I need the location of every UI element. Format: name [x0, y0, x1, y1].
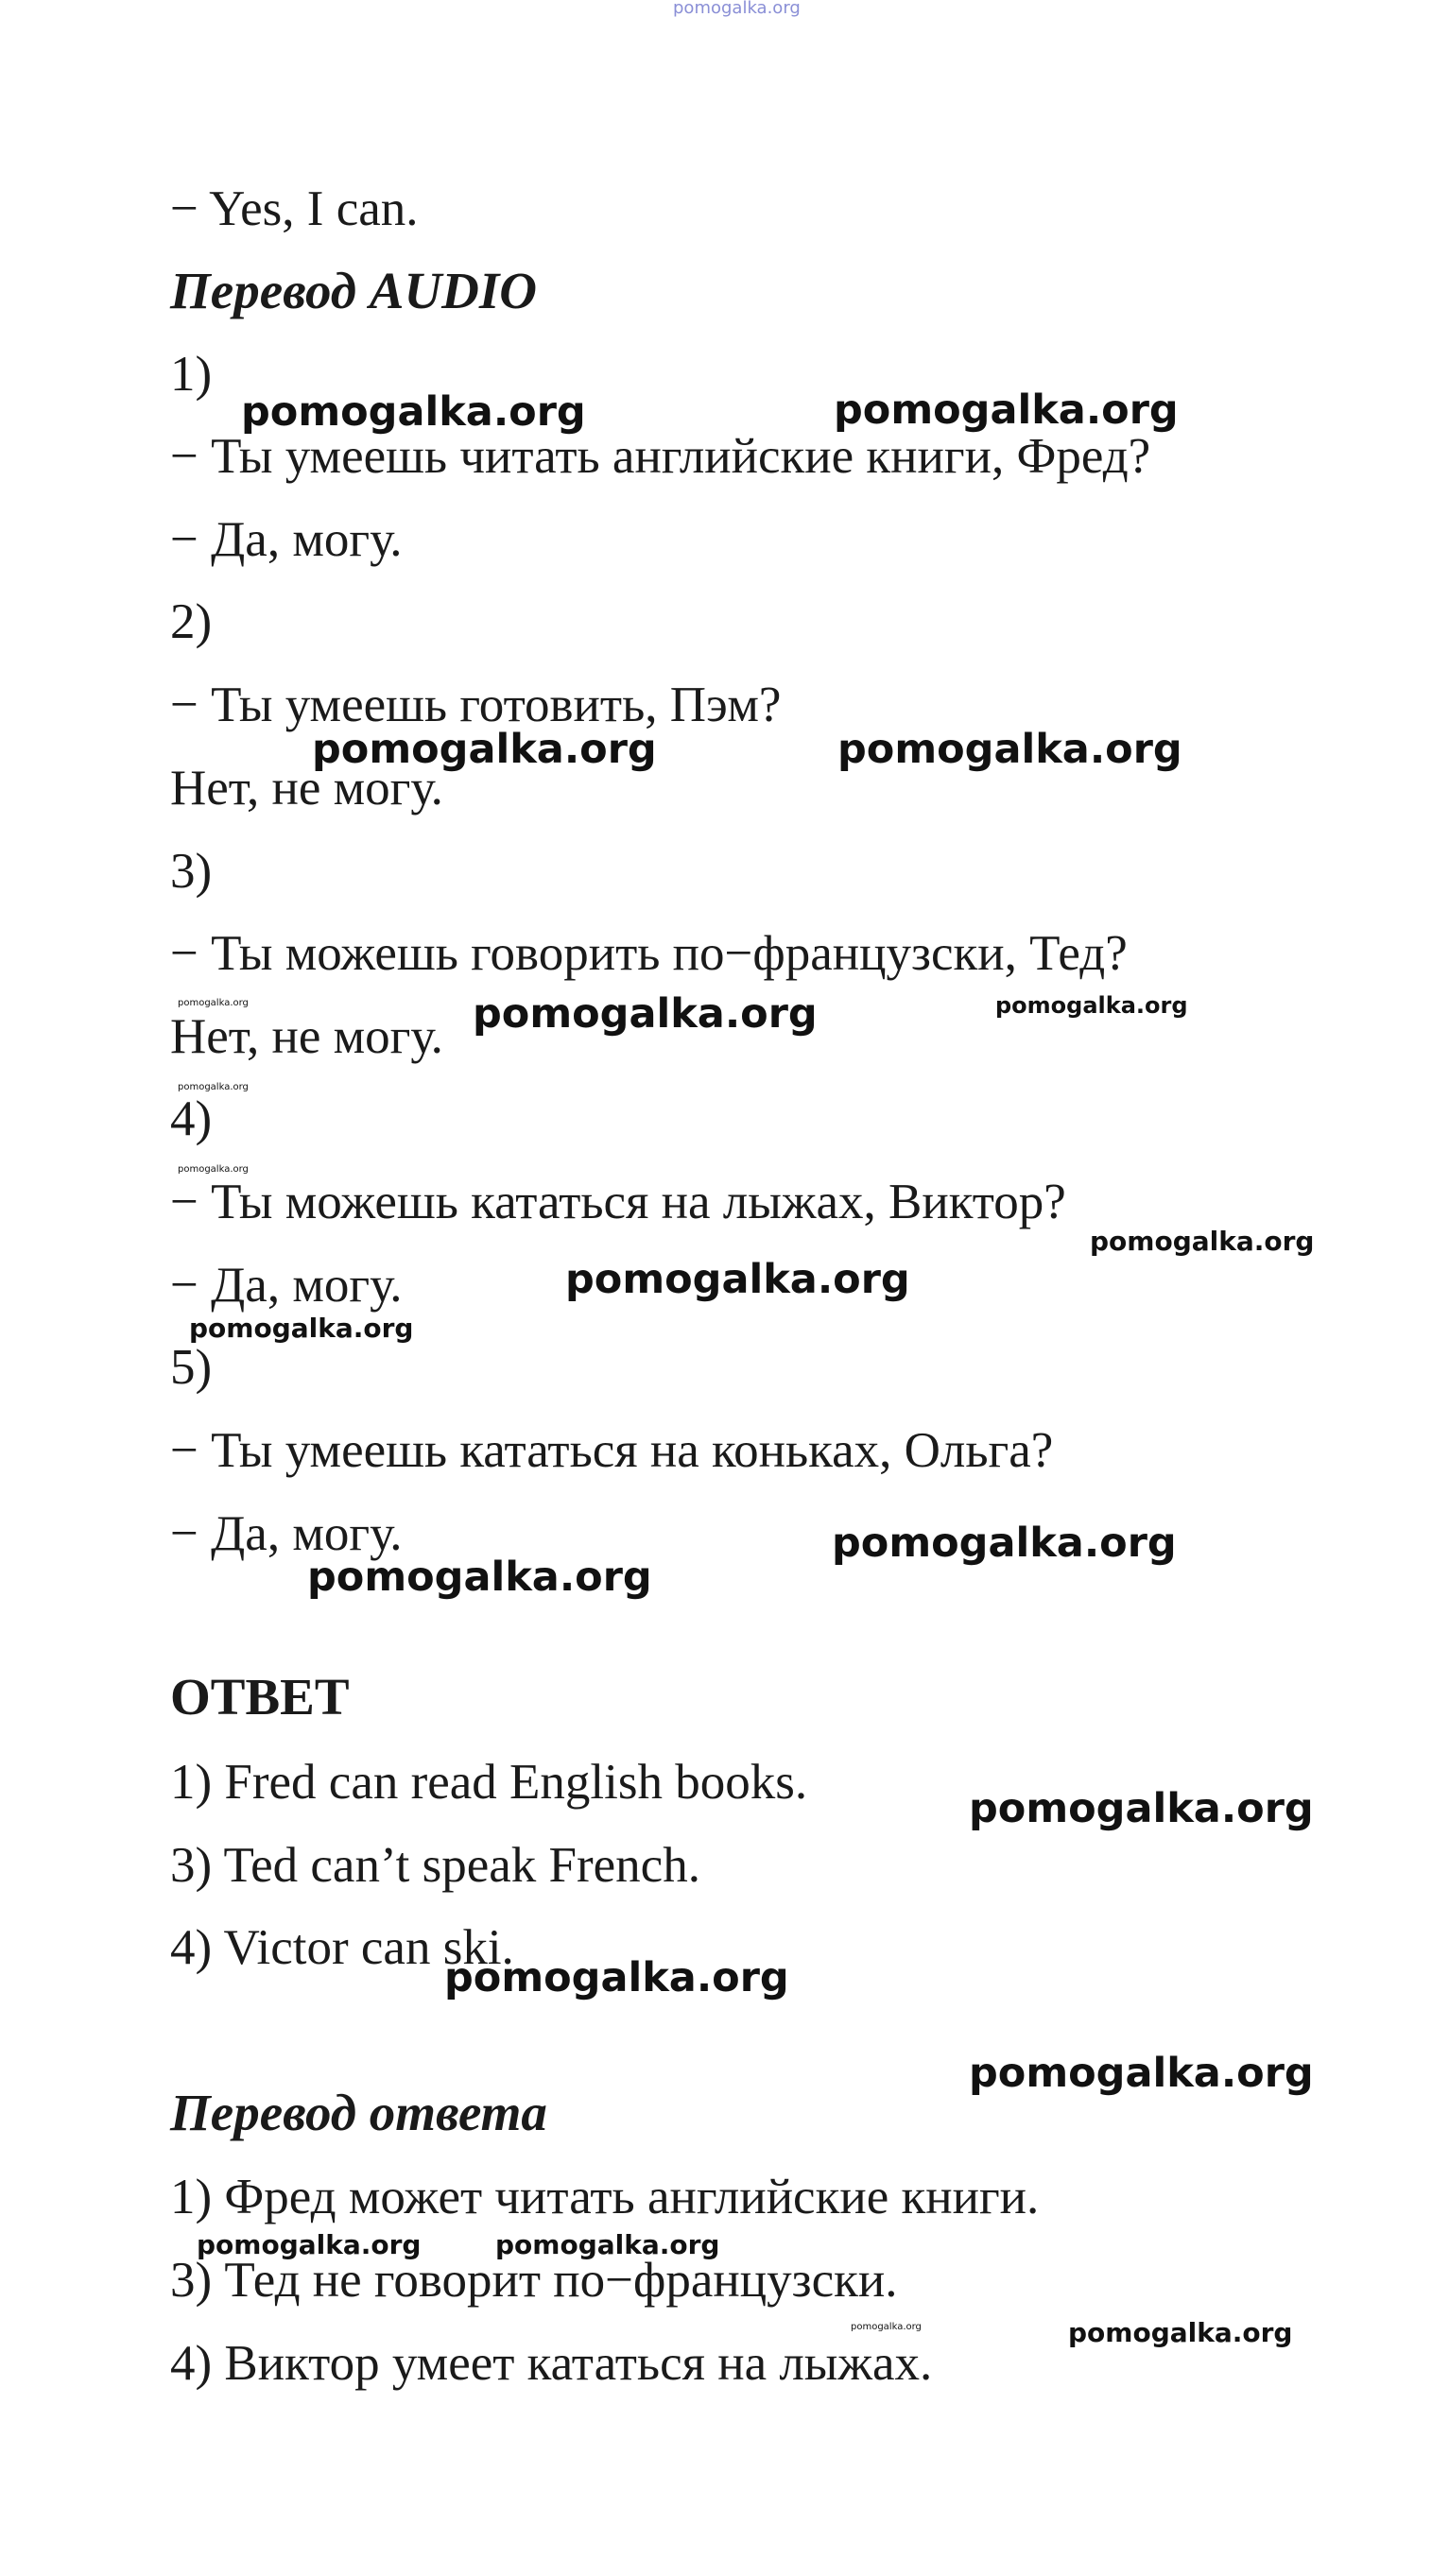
watermark: pomogalka.org [995, 992, 1188, 1019]
watermark: pomogalka.org [832, 1520, 1177, 1567]
watermark: pomogalka.org [178, 1082, 249, 1092]
section-heading-audio-translation: Перевод AUDIO [170, 262, 538, 319]
watermark: pomogalka.org [837, 726, 1182, 773]
dialogue-line: − Ты умеешь кататься на коньках, Ольга? [170, 1423, 1054, 1478]
translation-line: 3) Тед не говорит по−французски. [170, 2253, 898, 2308]
translation-line: 1) Фред может читать английские книги. [170, 2170, 1040, 2224]
watermark: pomogalka.org [1068, 2317, 1293, 2348]
section-heading-answer-translation: Перевод ответа [170, 2084, 547, 2141]
item-number-4: 4) [170, 1091, 213, 1146]
dialogue-line: − Да, могу. [170, 512, 403, 567]
answer-line: 1) Fred can read English books. [170, 1755, 808, 1810]
watermark: pomogalka.org [1090, 1226, 1315, 1257]
watermark: pomogalka.org [312, 726, 657, 773]
watermark: pomogalka.org [241, 388, 586, 436]
watermark: pomogalka.org [178, 1164, 249, 1175]
dialogue-line: − Ты умеешь готовить, Пэм? [170, 678, 782, 732]
watermark: pomogalka.org [565, 1256, 910, 1303]
watermark: pomogalka.org [834, 386, 1179, 434]
item-number-2: 2) [170, 594, 213, 649]
item-number-1: 1) [170, 347, 213, 402]
watermark: pomogalka.org [197, 2229, 422, 2260]
watermark: pomogalka.org [473, 990, 818, 1038]
dialogue-line: − Да, могу. [170, 1258, 403, 1313]
dialogue-line: Нет, не могу. [170, 1009, 443, 1064]
top-watermark: pomogalka.org [673, 0, 801, 18]
dialogue-line: − Ты можешь говорить по−французски, Тед? [170, 926, 1128, 981]
dialogue-line: Нет, не могу. [170, 761, 443, 816]
translation-line: 4) Виктор умеет кататься на лыжах. [170, 2336, 933, 2391]
watermark: pomogalka.org [969, 2050, 1314, 2097]
watermark: pomogalka.org [178, 998, 249, 1008]
dialogue-line: − Да, могу. [170, 1506, 403, 1561]
item-number-3: 3) [170, 844, 213, 899]
dialogue-line: − Ты можешь кататься на лыжах, Виктор? [170, 1175, 1066, 1229]
section-heading-answer: ОТВЕТ [170, 1668, 350, 1726]
dialogue-line: − Yes, I can. [170, 181, 419, 236]
answer-line: 3) Ted can’t speak French. [170, 1838, 700, 1893]
item-number-5: 5) [170, 1340, 213, 1395]
watermark: pomogalka.org [495, 2229, 720, 2260]
watermark: pomogalka.org [851, 2322, 922, 2332]
answer-line: 4) Victor can ski. [170, 1920, 514, 1975]
watermark: pomogalka.org [189, 1313, 414, 1344]
watermark: pomogalka.org [444, 1954, 789, 2001]
watermark: pomogalka.org [969, 1785, 1314, 1832]
watermark: pomogalka.org [307, 1554, 652, 1601]
dialogue-line: − Ты умеешь читать английские книги, Фред? [170, 429, 1151, 484]
